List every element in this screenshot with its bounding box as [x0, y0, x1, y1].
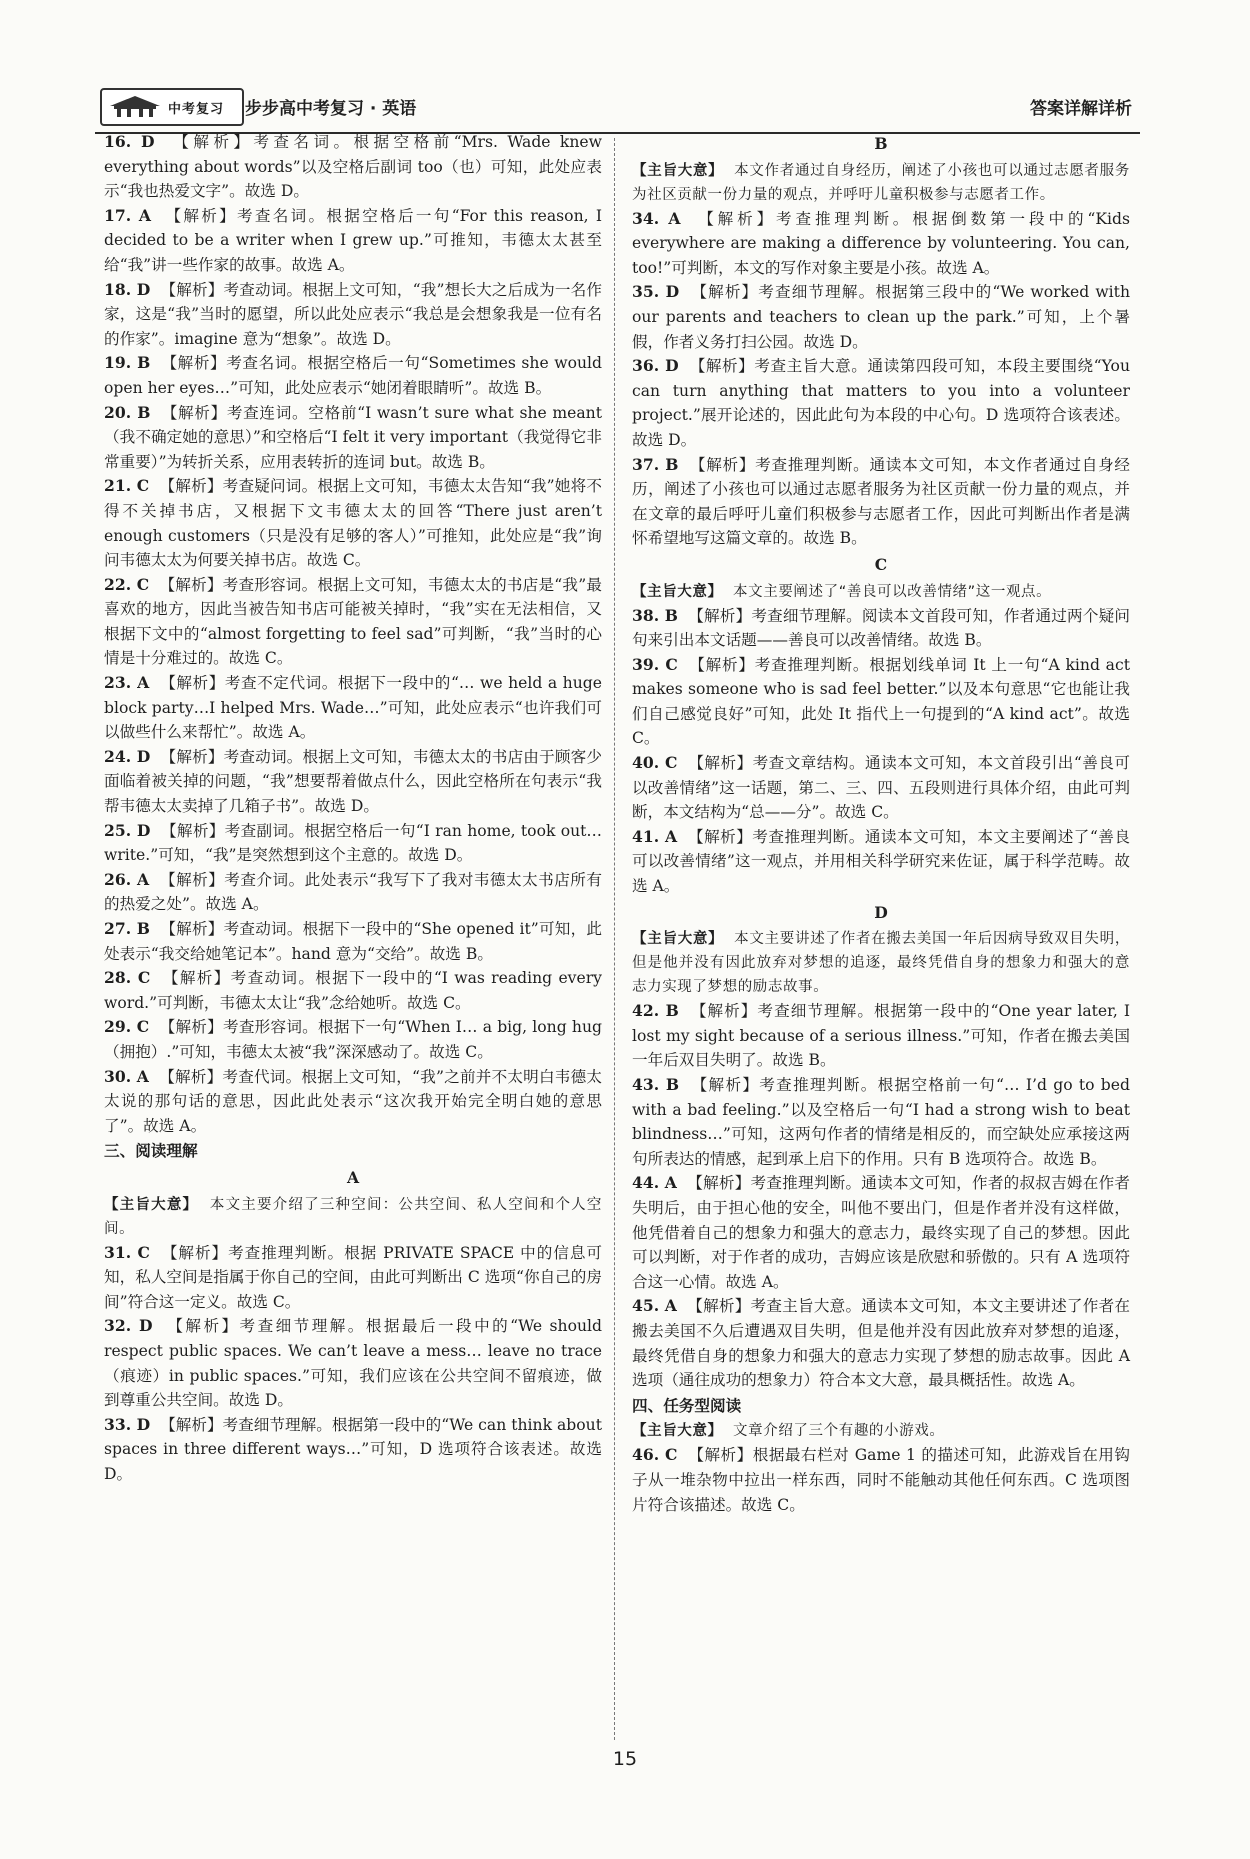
answer-item — [632, 207, 1130, 281]
summary-text: 本文主要介绍了三种空间：公共空间、私人空间和个人空间。 — [104, 1196, 602, 1237]
summary-text: 本文主要讲述了作者在搬去美国一年后因病导致双目失明，但是他并没有因此放弃对梦想的追逐，最终凭借自身的想象力和强大的意志力实现了梦想的励志故事。 — [632, 931, 1130, 996]
answer-explanation: 【解析】考查细节理解。根据第三段中的“We worked with our parents and teachers to clean up the park.”可知，上个暑假，作者义务打扫公园。故选 D。 — [632, 283, 1130, 351]
answer-number: 33. D — [104, 1414, 151, 1434]
passage-summary — [104, 1193, 602, 1241]
answer-explanation: 【解析】考查副词。根据空格后一句“I ran home, took out… write.”可知，“我”是突然想到这个主意的。故选 D。 — [104, 821, 602, 865]
summary-tag: 【主旨大意】 — [632, 583, 723, 600]
answer-item — [104, 868, 602, 917]
summary-tag: 【主旨大意】 — [104, 1196, 199, 1213]
answer-number: 21. C — [104, 476, 150, 496]
answer-explanation: 【解析】考查推理判断。通读本文可知，本文主要阐述了“善良可以改善情绪”这一观点，并用相关科学研究来佐证，属于科学范畴。故选 A。 — [632, 827, 1130, 896]
answer-item — [104, 819, 602, 868]
answer-explanation: 【解析】考查动词。根据上文可知，韦德太太的书店由于顾客少面临着被关掉的问题，“我”想要帮着做点什么，因此空格所在句表示“我帮韦德太太卖掉了几箱子书”。故选 D。 — [104, 747, 602, 816]
answer-number: 30. A — [104, 1066, 149, 1086]
page-number: 15 — [612, 1748, 638, 1770]
answer-item — [632, 604, 1130, 653]
answer-item — [104, 573, 602, 671]
right-column — [632, 130, 1130, 1517]
answer-explanation: 【解析】考查动词。根据下一段中的“She opened it”可知，此处表示“我交给她笔记本”。hand 意为“交给”。故选 B。 — [104, 920, 602, 963]
answer-explanation: 【解析】考查细节理解。根据第一段中的“We can think about spaces in three different ways…”可知，D 选项符合该表述。故选 D。 — [104, 1415, 602, 1483]
answer-item — [104, 966, 602, 1015]
answer-item — [104, 130, 602, 204]
answer-number: 43. B — [632, 1075, 680, 1094]
passage-letter: C — [874, 554, 888, 574]
answer-explanation: 【解析】考查动词。根据下一段中的“I was reading every word.”可判断，韦德太太让“我”念给她听。故选 C。 — [104, 969, 602, 1012]
answer-number: 28. C — [104, 968, 151, 988]
answer-explanation: 【解析】考查疑问词。根据上文可知，韦德太太告知“我”她将不得不关掉书店，又根据下文韦德太太的回答“There just aren’t enough customers（只是没有足够的客人）”可推知，此处应是“我”询问韦德太太为何要关掉书店。故选 C。 — [104, 477, 602, 570]
answer-explanation: 【解析】考查细节理解。根据第一段中的“One year later, I lost my sight because of a serious illness.”可知，作者在搬去美国一年后双目失明了。故选 B。 — [632, 1002, 1130, 1070]
answer-explanation: 【解析】考查主旨大意。通读本文可知，本文主要讲述了作者在搬去美国不久后遭遇双目失明，但是他并没有因此放弃对梦想的追逐，最终凭借自身的想象力和强大的意志力实现了梦想的励志故事。因此 A 选项（通往成功的想象力）符合本文大意，最具概括性。故选 A。 — [632, 1297, 1130, 1390]
passage-summary — [632, 580, 1130, 604]
answer-explanation: 【解析】考查推理判断。根据空格前一句“… I’d go to bed with a bad feeling.”以及空格后一句“I had a strong wish to beat blindness…”可知，这两句作者的情绪是相反的，而空缺处应承接这两句所表达的情感，起到承上启下的作用。只有 B 选项符合。故选 B。 — [632, 1076, 1130, 1168]
answer-number: 18. D — [104, 279, 151, 299]
answer-explanation: 【解析】考查推理判断。根据划线单词 It 上一句“A kind act makes someone who is sad feel better.”以及本句意思“它也能让我们自己感觉良好”可知，此处 It 指代上一句提到的“A kind act”。故选 C。 — [632, 655, 1130, 748]
answer-number: 44. A — [632, 1173, 677, 1193]
answer-number: 19. B — [104, 353, 151, 373]
answer-number: 20. B — [104, 402, 151, 422]
passage-summary — [632, 927, 1130, 999]
answer-item — [104, 351, 602, 400]
section4-answer-list — [632, 1443, 1130, 1517]
passage-letter: B — [874, 134, 888, 153]
answer-item — [632, 1294, 1130, 1392]
book-title: 步步高中考复习 · 英语 — [245, 99, 417, 119]
answer-item — [104, 401, 602, 475]
answer-number: 22. C — [104, 574, 150, 594]
answer-number: 26. A — [104, 869, 150, 889]
answer-item — [104, 745, 602, 819]
answer-item — [104, 1413, 602, 1487]
passage-summary — [632, 159, 1130, 207]
answer-item — [632, 1171, 1130, 1294]
left-answer-list — [104, 130, 602, 1138]
answer-explanation: 【解析】考查形容词。根据下一句“When I… a big, long hug（拥抱）.”可知，韦德太太被“我”深深感动了。故选 C。 — [104, 1018, 602, 1061]
header-right-title: 答案详解详析 — [1030, 99, 1132, 119]
answer-item — [632, 354, 1130, 452]
answer-item — [632, 751, 1130, 825]
summary-tag: 【主旨大意】 — [632, 931, 724, 948]
answer-item — [632, 825, 1130, 899]
answer-item — [632, 280, 1130, 354]
answer-explanation: 【解析】根据最右栏对 Game 1 的描述可知，此游戏旨在用钩子从一堆杂物中拉出一样东西，同时不能触动其他任何东西。C 选项图片符合该描述。故选 C。 — [632, 1446, 1130, 1514]
summary-text: 本文作者通过自身经历，阐述了小孩也可以通过志愿者服务为社区贡献一份力量的观点，并呼吁儿童积极参与志愿者工作。 — [632, 162, 1130, 203]
answer-number: 38. B — [632, 605, 678, 625]
answer-number: 31. C — [104, 1242, 150, 1262]
answer-number: 24. D — [104, 746, 151, 766]
answer-explanation: 【解析】考查细节理解。阅读本文首段可知，作者通过两个疑问句来引出本文话题——善良可以改善情绪。故选 B。 — [632, 606, 1130, 650]
answer-item — [104, 1241, 602, 1315]
answer-number: 42. B — [632, 1001, 679, 1021]
logo-text: 中考复习 — [168, 102, 225, 117]
passage-summary — [632, 1419, 1130, 1443]
passage-letter: D — [874, 902, 888, 922]
answer-number: 36. D — [632, 356, 679, 376]
answer-number: 45. A — [632, 1296, 677, 1316]
answer-item — [632, 653, 1130, 751]
answer-item — [104, 1065, 602, 1139]
answer-explanation: 【解析】考查细节理解。根据最后一段中的“We should respect public spaces. We can’t leave a mess… leave no trace（痕迹）in public spaces.”可知，我们应该在公共空间不留痕迹，做到尊重公共空间。故选 D。 — [104, 1317, 602, 1410]
answer-explanation: 【解析】考查主旨大意。通读第四段可知，本段主要围绕“You can turn anything that matters to you into a volunteer project.”展开论述的，因此此句为本段的中心句。D 选项符合该表述。故选 D。 — [632, 357, 1130, 449]
section-heading: 四、任务型阅读 — [632, 1395, 742, 1415]
answer-number: 39. C — [632, 654, 678, 674]
answer-explanation: 【解析】考查文章结构。通读本文可知，本文首段引出“善良可以改善情绪”这一话题，第二、三、四、五段则进行具体介绍，由此可判断，本文结构为“总——分”。故选 C。 — [632, 754, 1130, 822]
publisher-logo — [100, 88, 244, 126]
answer-number: 37. B — [632, 454, 679, 474]
answer-number: 29. C — [104, 1017, 150, 1037]
answer-item — [632, 999, 1130, 1073]
answer-number: 46. C — [632, 1445, 678, 1465]
answer-item — [632, 1073, 1130, 1171]
section-heading: 三、阅读理解 — [104, 1141, 198, 1161]
summary-tag: 【主旨大意】 — [632, 1423, 723, 1440]
passage-letter: A — [346, 1167, 360, 1187]
answer-explanation: 【解析】考查不定代词。根据下一段中的“… we held a huge block party…I helped Mrs. Wade…”可知，此处应表示“也许我们可以做些什么来帮忙”。故选 A。 — [104, 674, 602, 742]
answer-item — [104, 917, 602, 966]
answer-explanation: 【解析】考查推理判断。通读本文可知，作者的叔叔吉姆在作者失明后，由于担心他的安全，叫他不要出门，但是作者并没有这样做，他凭借着自己的想象力和强大的意志力，最终实现了自己的梦想。因此可以判断，对于作者的成功，吉姆应该是欣慰和骄傲的。只有 A 选项符合这一心情。故选 A。 — [632, 1174, 1130, 1291]
answer-item — [104, 474, 602, 572]
answer-explanation: 【解析】考查名词。根据空格前“Mrs. Wade knew everything about words”以及空格后副词 too（也）可知，此处应表示“我也热爱文字”。故选 D。 — [104, 133, 602, 201]
answer-number: 34. A — [632, 208, 681, 228]
answer-number: 27. B — [104, 919, 150, 938]
left-column — [104, 130, 602, 1486]
answer-explanation: 【解析】考查名词。根据空格后一句“Sometimes she would open her eyes…”可知，此处应表示“她闭着眼睛听”。故选 B。 — [104, 354, 603, 397]
answer-explanation: 【解析】考查介词。此处表示“我写下了我对韦德太太书店所有的热爱之处”。故选 A。 — [104, 870, 602, 914]
answer-number: 35. D — [632, 282, 680, 302]
summary-text: 文章介绍了三个有趣的小游戏。 — [733, 1423, 945, 1440]
answer-number: 32. D — [104, 1316, 153, 1336]
right-answer-blocks — [632, 132, 1130, 1393]
answer-number: 41. A — [632, 826, 678, 846]
answer-item — [632, 1443, 1130, 1517]
answer-number: 16. D — [104, 132, 155, 151]
answer-explanation: 【解析】考查形容词。根据上文可知，韦德太太的书店是“我”最喜欢的地方，因此当被告知书店可能被关掉时，“我”实在无法相信，又根据下文中的“almost forgetting to feel sad”可判断，“我”当时的心情是十分难过的。故选 C。 — [104, 575, 602, 668]
answer-explanation: 【解析】考查代词。根据上文可知，“我”之前并不太明白韦德太太说的那句话的意思，因此此处表示“这次我开始完全明白她的意思了”。故选 A。 — [104, 1067, 602, 1135]
answer-item — [104, 278, 602, 352]
answer-number: 23. A — [104, 673, 150, 693]
answer-item — [104, 1015, 602, 1064]
answer-item — [104, 671, 602, 745]
building-icon — [108, 94, 162, 118]
answer-explanation: 【解析】考查名词。根据空格后一句“For this reason, I decided to be a writer when I grew up.”可推知，韦德太太甚至给“我”讲一些作家的故事。故选 A。 — [104, 206, 602, 274]
answer-explanation: 【解析】考查连词。空格前“I wasn’t sure what she meant（我不确定她的意思）”和空格后“I felt it very important（我觉得它非常重要）”为转折关系，应用表转折的连词 but。故选 B。 — [104, 403, 602, 471]
answer-item — [632, 453, 1130, 551]
answer-explanation: 【解析】考查动词。根据上文可知，“我”想长大之后成为一名作家，这是“我”当时的愿望，所以此处应表示“我总是会想象我是一位有名的作家”。imagine 意为“想象”。故选 D。 — [104, 280, 602, 348]
answer-explanation: 【解析】考查推理判断。根据 PRIVATE SPACE 中的信息可知，私人空间是指属于你自己的空间，由此可判断出 C 选项“你自己的房间”符合这一定义。故选 C。 — [104, 1243, 602, 1311]
summary-tag: 【主旨大意】 — [632, 162, 724, 179]
answer-number: 17. A — [104, 205, 151, 225]
answer-number: 25. D — [104, 820, 151, 840]
answer-explanation: 【解析】考查推理判断。根据倒数第一段中的“Kids everywhere are making a difference by volunteering. You can, too!”可判断，本文的写作对象主要是小孩。故选 A。 — [632, 209, 1130, 277]
summary-text: 本文主要阐述了“善良可以改善情绪”这一观点。 — [733, 583, 1052, 600]
answer-item — [104, 1314, 602, 1412]
answer-explanation: 【解析】考查推理判断。通读本文可知，本文作者通过自身经历，阐述了小孩也可以通过志愿者服务为社区贡献一份力量的观点，并在文章的最后呼吁儿童们积极参与志愿者工作，因此可判断出作者是满怀希望地写这篇文章的。故选 B。 — [632, 455, 1130, 548]
page-header — [95, 82, 1140, 134]
answer-item — [104, 204, 602, 278]
section3-answer-list — [104, 1241, 602, 1487]
answer-number: 40. C — [632, 753, 678, 773]
column-divider — [614, 138, 615, 1740]
